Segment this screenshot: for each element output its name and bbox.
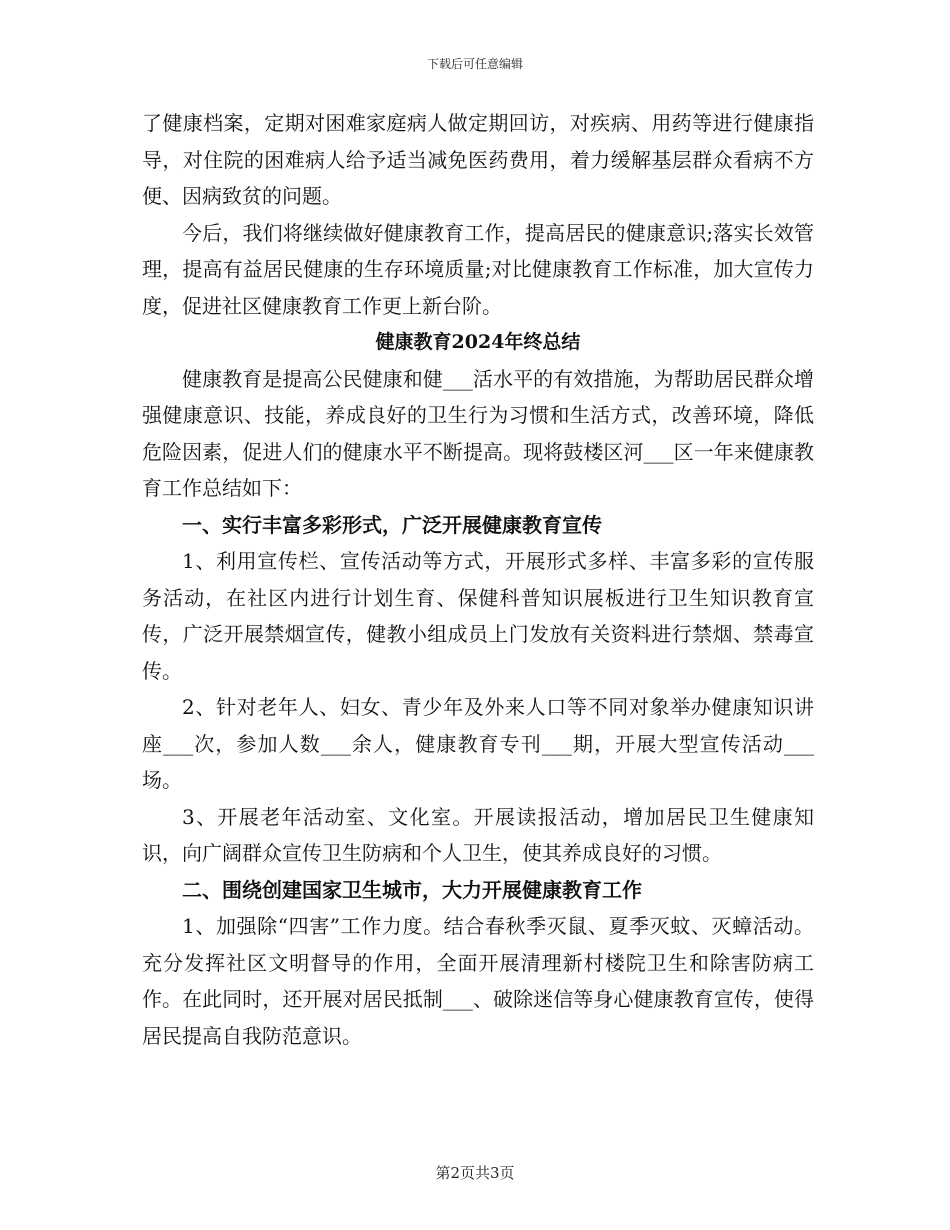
paragraph-health-records: 了健康档案，定期对困难家庭病人做定期回访，对疾病、用药等进行健康指导，对住院的困难病人给予适当减免医药费用，着力缓解基层群众看病不方便、因病致贫的问题。 <box>142 111 814 208</box>
paragraph-item-1-1: 1、利用宣传栏、宣传活动等方式，开展形式多样、丰富多彩的宣传服务活动，在社区内进行计划生育、保健科普知识展板进行卫生知识教育宣传，广泛开展禁烟宣传，健教小组成员上门发放有关资料进行禁烟、禁毒宣传。 <box>142 549 814 683</box>
section-heading-2: 二、围绕创建国家卫生城市，大力开展健康教育工作 <box>182 877 642 902</box>
page-number: 第2页共3页 <box>435 1164 515 1182</box>
paragraph-item-1-2: 2、针对老年人、妇女、青少年及外来人口等不同对象举办健康知识讲座___次，参加人数___余人，健康教育专刊___期，开展大型宣传活动___场。 <box>142 695 814 792</box>
section-heading-1: 一、实行丰富多彩形式，广泛开展健康教育宣传 <box>182 512 602 537</box>
document-title: 健康教育2024年终总结 <box>375 331 581 353</box>
header-note: 下载后可任意编辑 <box>426 57 523 71</box>
paragraph-introduction: 健康教育是提高公民健康和健___活水平的有效措施，为帮助居民群众增强健康意识、技能，养成良好的卫生行为习惯和生活方式，改善环境，降低危险因素，促进人们的健康水平不断提高。现将鼓楼区河___区一年来健康教育工作总结如下： <box>142 366 814 500</box>
paragraph-future-plans: 今后，我们将继续做好健康教育工作，提高居民的健康意识;落实长效管理，提高有益居民健康的生存环境质量;对比健康教育工作标准，加大宣传力度，促进社区健康教育工作更上新台阶。 <box>142 220 814 318</box>
paragraph-item-2-1: 1、加强除“四害”工作力度。结合春秋季灭鼠、夏季灭蚊、灭蟑活动。充分发挥社区文明督导的作用，全面开展清理新村楼院卫生和除害防病工作。在此同时，还开展对居民抵制___、破除迷信等身心健康教育宣传，使得居民提高自我防范意识。 <box>142 914 814 1048</box>
paragraph-item-1-3: 3、开展老年活动室、文化室。开展读报活动，增加居民卫生健康知识，向广阔群众宣传卫生防病和个人卫生，使其养成良好的习惯。 <box>142 804 814 865</box>
document-body <box>142 105 814 1054</box>
